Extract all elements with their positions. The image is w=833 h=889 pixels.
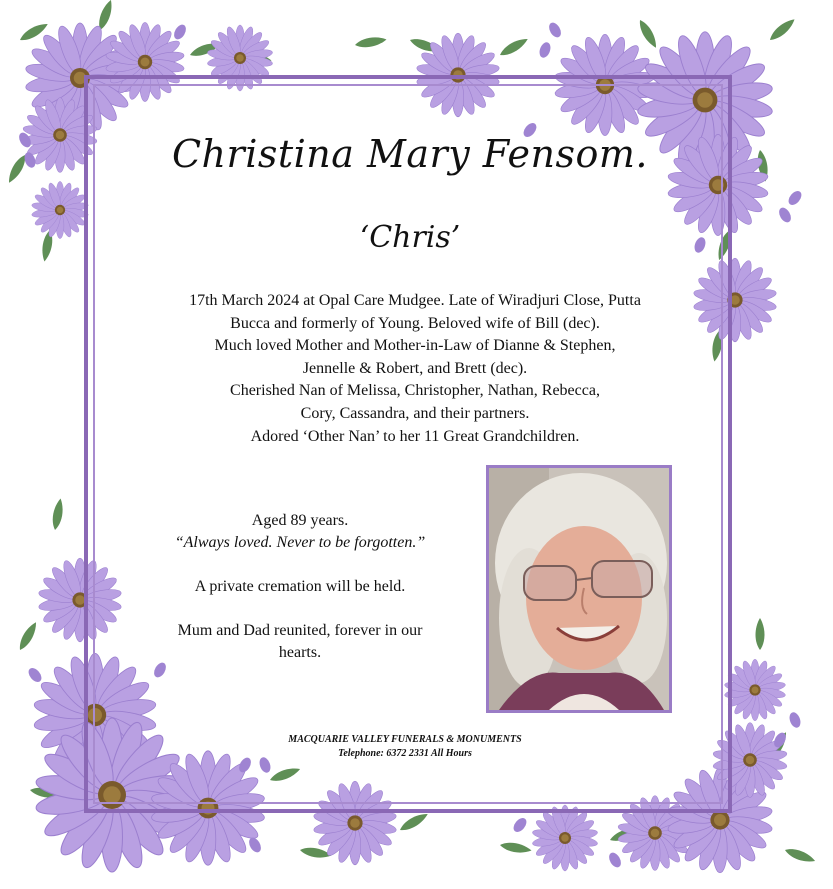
company-telephone: Telephone: 6372 2331 All Hours bbox=[338, 748, 472, 759]
notice-line: Bucca and formerly of Young. Beloved wife of Bill (dec). bbox=[230, 314, 600, 332]
notice-line: Cherished Nan of Melissa, Christopher, Nathan, Rebecca, bbox=[230, 382, 600, 400]
notice-line: 17th March 2024 at Opal Care Mudgee. Late of Wiradjuri Close, Putta bbox=[189, 292, 641, 309]
deceased-name: Christina Mary Fensom. bbox=[171, 132, 649, 176]
cremation-text: A private cremation will be held. bbox=[194, 578, 406, 595]
company-name: MACQUARIE VALLEY FUNERALS & MONUMENTS bbox=[288, 734, 522, 745]
notice-line: Adored ‘Other Nan’ to her 11 Great Grandchildren. bbox=[250, 427, 580, 445]
notice-line: Much loved Mother and Mother-in-Law of Dianne & Stephen, bbox=[214, 337, 616, 355]
portrait-illustration bbox=[489, 468, 669, 710]
reunited-text: Mum and Dad reunited, forever in our bbox=[177, 622, 423, 639]
details-block bbox=[140, 510, 460, 664]
nickname: ‘Chris’ bbox=[359, 220, 461, 255]
notice-line: Cory, Cassandra, and their partners. bbox=[300, 404, 530, 422]
age-text: Aged 89 years. bbox=[251, 512, 349, 529]
portrait-photo bbox=[486, 465, 672, 713]
reunited-text-end: hearts. bbox=[278, 644, 322, 661]
notice-text bbox=[120, 290, 710, 448]
notice-line: Jennelle & Robert, and Brett (dec). bbox=[302, 359, 528, 377]
funeral-director bbox=[230, 733, 580, 761]
quote-text: “Always loved. Never to be forgotten.” bbox=[174, 534, 426, 551]
